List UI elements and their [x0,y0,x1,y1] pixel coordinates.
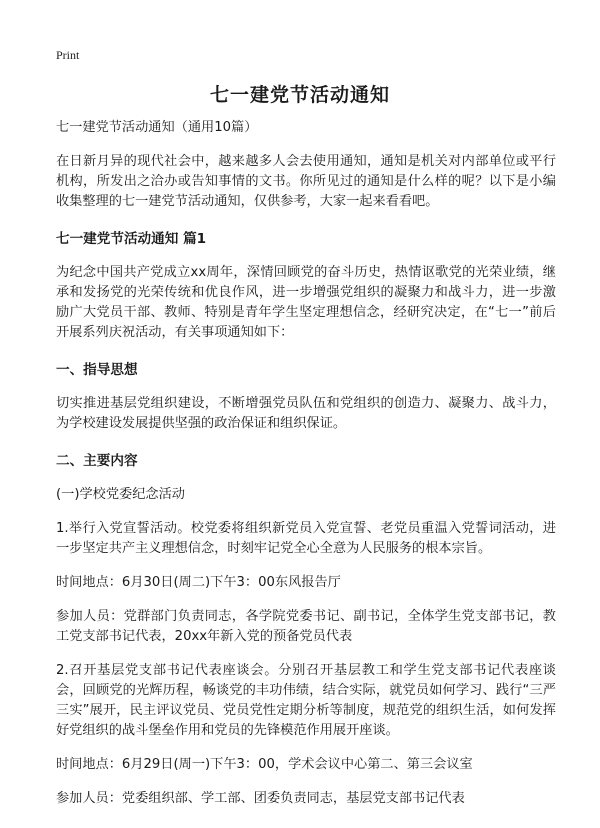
item-symposium-time-location: 时间地点：6月29日(周一)下午3：00，学术会议中心第二、第三会议室 [56,757,473,772]
print-link[interactable]: Print [56,48,80,62]
item-symposium: 2.召开基层党支部书记代表座谈会。分别召开基层教工和学生党支部书记代表座谈会，回顾党的光辉历程，畅谈党的丰功伟绩，结合实际，就党员如何学习、践行“三严三实”展开，民主评议党员、党员党性定期分析等制度，规范党的组织生活，如何发挥好党组织的战斗堡垒作用和党员的先锋模范作用展开座谈。 [56,663,556,738]
document-subtitle: 七一建党节活动通知（通用10篇） [56,120,258,135]
page-title: 七一建党节活动通知 [209,84,390,106]
item-symposium-participants: 参加人员：党委组织部、学工部、团委负责同志，基层党支部书记代表 [56,791,465,806]
item-oath-ceremony: 1.举行入党宣誓活动。校党委将组织新党员入党宣誓、老党员重温入党誓词活动，进一步坚定共产主义理想信念，时刻牢记党全心全意为人民服务的根本宗旨。 [56,521,556,556]
section-heading: 七一建党节活动通知 篇1 [56,231,207,247]
sub-heading-party-committee: (一)学校党委纪念活动 [56,487,185,502]
item-oath-participants: 参加人员：党群部门负责同志，各学院党委书记、副书记，全体学生党支部书记，教工党支部书记代表，20xx年新入党的预备党员代表 [56,609,556,644]
opening-paragraph: 为纪念中国共产党成立xx周年，深情回顾党的奋斗历史，热情讴歌党的光荣业绩，继承和发扬党的光荣传统和优良作风，进一步增强党组织的凝聚力和战斗力，进一步激励广大党员干部、教师、特别是青年学生坚定理想信念，经研究决定，在“七一”前后开展系列庆祝活动，有关事项通知如下： [56,265,556,340]
item-oath-time-location: 时间地点：6月30日(周二)下午3：00东风报告厅 [56,575,341,590]
heading-guiding-thought: 一、指导思想 [56,362,138,378]
guiding-thought-paragraph: 切实推进基层党组织建设，不断增强党员队伍和党组织的创造力、凝聚力、战斗力，为学校建设发展提供坚强的政治保证和组织保证。 [56,396,556,431]
intro-paragraph: 在日新月异的现代社会中，越来越多人会去使用通知，通知是机关对内部单位或平行机构，所发出之洽办或告知事情的文书。你所见过的通知是什么样的呢？以下是小编收集整理的七一建党节活动通知，仅供参考，大家一起来看看吧。 [56,154,556,209]
document-body [56,118,556,809]
heading-main-content: 二、主要内容 [56,453,138,469]
